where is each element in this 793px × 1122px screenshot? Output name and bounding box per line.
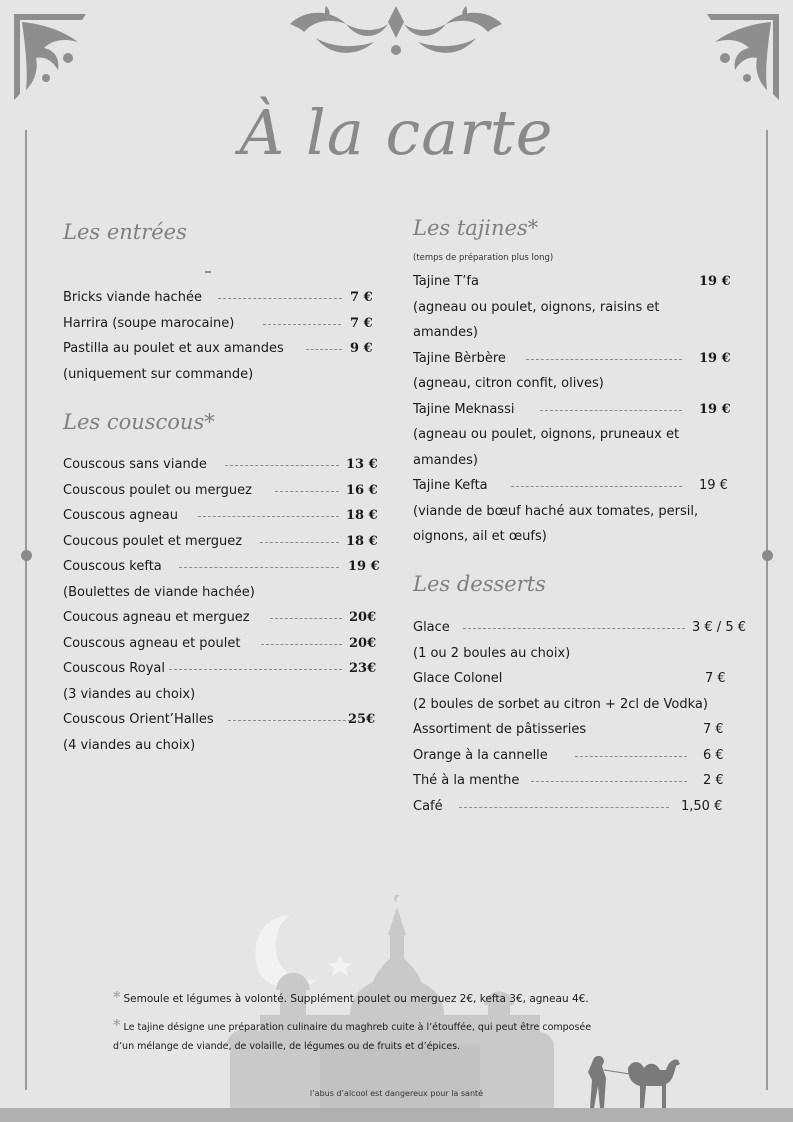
- dotted-leader: [218, 298, 342, 299]
- item-detail: [413, 692, 758, 718]
- asterisk: *: [113, 1016, 121, 1034]
- tajines-list: [413, 269, 743, 550]
- item-name: Glace: [413, 620, 450, 635]
- item-detail-text: (1 ou 2 boules au choix): [413, 645, 571, 661]
- item-detail-text: oignons, ail et œufs): [413, 529, 547, 544]
- couscous-list: [63, 452, 383, 758]
- footnote-tajine: [113, 1016, 591, 1056]
- menu-item: [413, 615, 758, 641]
- item-name: Couscous Royal: [63, 661, 165, 676]
- footnote-text: d’un mélange de viande, de volaille, de légumes ou de fruits et d’épices.: [113, 1041, 461, 1052]
- menu-item: [63, 631, 383, 657]
- menu-item: [63, 336, 383, 362]
- item-name: Couscous poulet ou merguez: [63, 482, 252, 498]
- menu-item: [413, 346, 743, 372]
- item-detail: [63, 580, 383, 606]
- dotted-leader: [260, 542, 339, 543]
- dotted-leader: [511, 486, 682, 487]
- item-detail-text: (viande de bœuf haché aux tomates, persil,: [413, 503, 699, 519]
- dotted-leader: [531, 781, 687, 782]
- item-price: 20€: [349, 610, 377, 625]
- dotted-leader: [179, 567, 339, 568]
- item-detail-text: (2 boules de sorbet au citron + 2cl de Vodka): [413, 696, 708, 712]
- item-price: 19 €: [348, 559, 380, 574]
- left-border-line: [25, 130, 27, 1090]
- dotted-leader: [306, 349, 342, 350]
- corner-ornament-icon: [705, 12, 781, 102]
- item-detail: [63, 362, 383, 388]
- menu-item: [413, 768, 758, 794]
- section-title-desserts: Les desserts: [413, 572, 546, 596]
- menu-item: [413, 717, 758, 743]
- item-detail-text: (4 viandes au choix): [63, 737, 196, 753]
- dotted-leader: [275, 491, 339, 492]
- item-detail-text: amandes): [413, 325, 478, 340]
- item-price: 7 €: [703, 722, 724, 737]
- item-detail: [413, 422, 743, 448]
- item-price: 19 €: [699, 350, 731, 366]
- dotted-leader: [169, 669, 342, 670]
- top-scroll-ornament-icon: [286, 2, 506, 62]
- item-detail: [413, 524, 743, 550]
- menu-item: [63, 529, 383, 555]
- alcohol-warning: l’abus d’alcool est dangereux pour la santé: [309, 1089, 484, 1098]
- item-price: 18 €: [346, 508, 378, 523]
- item-detail: [413, 371, 743, 397]
- entrees-list: [63, 285, 383, 387]
- dotted-leader: [270, 618, 342, 619]
- small-dash: [205, 271, 211, 273]
- dotted-leader: [459, 807, 669, 808]
- desserts-list: [413, 615, 758, 819]
- menu-item: [413, 269, 743, 295]
- section-title-entrees: Les entrées: [63, 220, 187, 244]
- item-detail: [413, 320, 743, 346]
- item-name: Tajine Meknassi: [413, 401, 515, 417]
- corner-ornament-icon: [12, 12, 88, 102]
- bottom-bar: [0, 1108, 793, 1122]
- item-price: 9 €: [350, 341, 373, 356]
- item-detail: [63, 682, 383, 708]
- item-name: Glace Colonel: [413, 671, 503, 686]
- section-title-tajines: Les tajines*: [413, 216, 539, 240]
- item-name: Couscous Orient’Halles: [63, 712, 214, 727]
- page-title: À la carte: [239, 96, 554, 169]
- item-detail: [413, 448, 743, 474]
- item-detail-text: amandes): [413, 452, 478, 468]
- item-price: 20€: [349, 635, 377, 651]
- item-name: Couscous sans viande: [63, 457, 207, 472]
- menu-item: [63, 285, 383, 311]
- menu-item: [63, 503, 383, 529]
- dotted-leader: [526, 359, 682, 360]
- item-name: Tajine T’fa: [413, 274, 479, 289]
- right-border-line: [766, 130, 768, 1090]
- menu-item: [63, 605, 383, 631]
- menu-item: [63, 656, 383, 682]
- dotted-leader: [575, 756, 687, 757]
- menu-item: [63, 311, 383, 337]
- menu-item: [63, 478, 383, 504]
- item-detail-text: (agneau ou poulet, oignons, pruneaux et: [413, 427, 680, 442]
- item-price: 18 €: [346, 533, 378, 549]
- asterisk: *: [113, 988, 121, 1006]
- dotted-leader: [225, 465, 339, 466]
- item-price: 25€: [348, 712, 376, 727]
- item-price: 2 €: [703, 773, 724, 788]
- menu-item: [63, 707, 383, 733]
- item-detail-text: (agneau, citron confit, olives): [413, 376, 604, 391]
- item-detail: [413, 295, 743, 321]
- footnote-text: Semoule et légumes à volonté. Supplément poulet ou merguez 2€, kefta 3€, agneau 4€.: [123, 993, 589, 1005]
- item-name: Assortiment de pâtisseries: [413, 722, 587, 737]
- camel-caravan-icon: [582, 1050, 692, 1110]
- left-border-dot: [21, 550, 32, 561]
- dotted-leader: [463, 628, 685, 629]
- item-price: 3 € / 5 €: [692, 620, 746, 635]
- item-name: Café: [413, 798, 443, 814]
- item-name: Tajine Kefta: [413, 478, 488, 493]
- item-name: Harrira (soupe marocaine): [63, 315, 235, 331]
- item-price: 7 €: [350, 290, 373, 305]
- item-detail: [413, 499, 743, 525]
- item-name: Couscous agneau: [63, 508, 178, 523]
- item-price: 7 €: [350, 315, 373, 331]
- item-price: 1,50 €: [681, 798, 723, 814]
- item-detail: [413, 641, 758, 667]
- section-title-couscous: Les couscous*: [63, 410, 215, 434]
- tajines-subtitle: (temps de préparation plus long): [413, 253, 554, 263]
- item-detail-text: (Boulettes de viande hachée): [63, 584, 255, 600]
- dotted-leader: [261, 644, 342, 645]
- item-name: Tajine Bèrbère: [413, 350, 506, 366]
- item-note: (uniquement sur commande): [63, 366, 254, 382]
- item-price: 16 €: [346, 482, 378, 498]
- menu-item: [413, 743, 758, 769]
- dotted-leader: [228, 720, 351, 721]
- item-name: Coucous poulet et merguez: [63, 533, 243, 549]
- item-price: 19 €: [699, 401, 731, 417]
- item-detail-text: (agneau ou poulet, oignons, raisins et: [413, 299, 660, 315]
- item-name: Thé à la menthe: [413, 773, 520, 788]
- item-price: 6 €: [703, 747, 724, 763]
- item-name: Bricks viande hachée: [63, 290, 202, 305]
- item-name: Couscous kefta: [63, 559, 162, 574]
- menu-item: [413, 794, 758, 820]
- footnote-couscous: [113, 988, 589, 1009]
- menu-item: [413, 473, 743, 499]
- menu-item: [413, 397, 743, 423]
- item-detail-text: (3 viandes au choix): [63, 686, 196, 702]
- item-detail: [63, 733, 383, 759]
- menu-item: [413, 666, 758, 692]
- footnote-text: Le tajine désigne une préparation culinaire du maghreb cuite à l’étouffée, qui peut être composée: [123, 1022, 592, 1033]
- item-price: 19 €: [699, 274, 731, 289]
- item-name: Coucous agneau et merguez: [63, 610, 250, 625]
- item-name: Pastilla au poulet et aux amandes: [63, 341, 284, 356]
- item-price: 23€: [349, 661, 377, 676]
- menu-item: [63, 452, 383, 478]
- dotted-leader: [263, 324, 341, 325]
- dotted-leader: [540, 410, 682, 411]
- item-name: Orange à la cannelle: [413, 747, 548, 763]
- dotted-leader: [198, 516, 339, 517]
- item-price: 19 €: [699, 478, 728, 493]
- item-price: 7 €: [705, 671, 726, 686]
- menu-item: [63, 554, 383, 580]
- item-price: 13 €: [346, 457, 378, 472]
- item-name: Couscous agneau et poulet: [63, 635, 241, 651]
- right-border-dot: [762, 550, 773, 561]
